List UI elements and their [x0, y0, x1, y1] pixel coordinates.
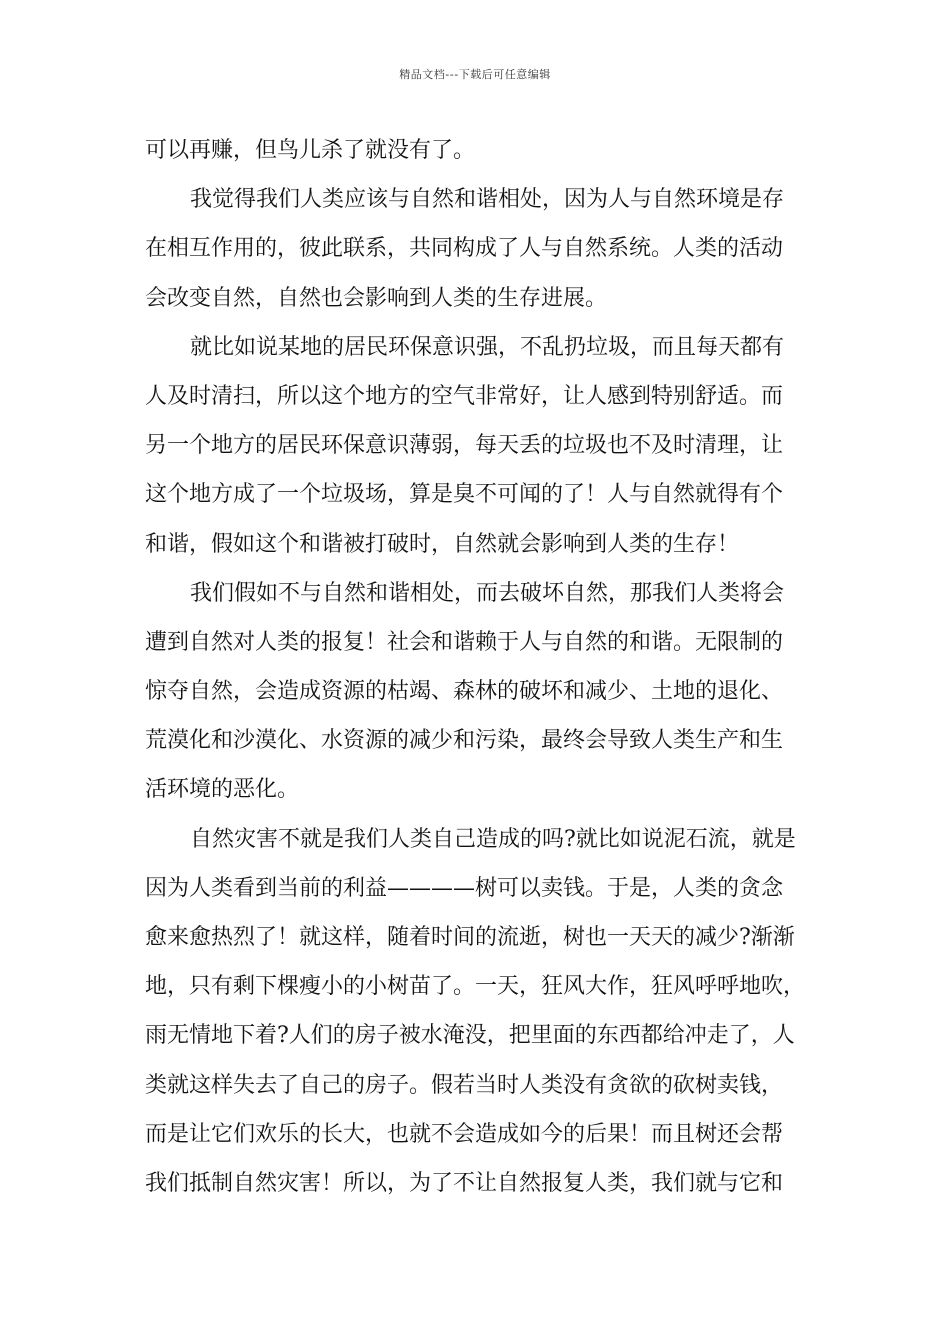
text-line: 雨无情地下着?人们的房子被水淹没，把里面的东西都给冲走了，人 [145, 1023, 795, 1049]
text-line: 可以再赚，但鸟儿杀了就没有了。 [145, 138, 476, 163]
text-line: 愈来愈热烈了！就这样，随着时间的流逝，树也一天天的减少?渐渐 [145, 925, 795, 950]
text-line: 自然灾害不就是我们人类自己造成的吗?就比如说泥石流，就是 [190, 826, 796, 852]
text-line: 惊夺自然，会造成资源的枯竭、森林的破坏和减少、土地的退化、 [145, 679, 784, 705]
text-line: 我们抵制自然灾害！所以，为了不让自然报复人类，我们就与它和 [145, 1170, 784, 1196]
page-header: 精品文档---下载后可任意编辑 [399, 68, 551, 81]
text-line: 我觉得我们人类应该与自然和谐相处，因为人与自然环境是存 [190, 187, 785, 213]
text-line: 类就这样失去了自己的房子。假若当时人类没有贪欲的砍树卖钱， [145, 1072, 784, 1098]
text-line: 这个地方成了一个垃圾场，算是臭不可闻的了！人与自然就得有个 [145, 482, 784, 508]
text-line: 我们假如不与自然和谐相处，而去破坏自然，那我们人类将会 [190, 580, 785, 606]
text-line: 遭到自然对人类的报复！社会和谐赖于人与自然的和谐。无限制的 [145, 629, 784, 655]
text-line: 另一个地方的居民环保意识薄弱，每天丢的垃圾也不及时清理，让 [145, 433, 784, 459]
paragraph-4 [145, 569, 817, 815]
text-line: 荒漠化和沙漠化、水资源的减少和污染，最终会导致人类生产和生 [145, 728, 784, 754]
text-line: 就比如说某地的居民环保意识强，不乱扔垃圾，而且每天都有 [190, 334, 785, 360]
text-line: 活环境的恶化。 [145, 777, 300, 803]
text-line: 和谐，假如这个和谐被打破时，自然就会影响到人类的生存！ [145, 531, 740, 557]
text-line: 人及时清扫，所以这个地方的空气非常好，让人感到特别舒适。而 [145, 383, 784, 409]
text-line: 而是让它们欢乐的长大，也就不会造成如今的后果！而且树还会帮 [145, 1121, 784, 1147]
paragraph-3 [145, 323, 817, 569]
paragraph-1 [145, 126, 817, 175]
text-line: 地，只有剩下棵瘦小的小树苗了。一天，狂风大作，狂风呼呼地吹， [145, 974, 806, 1000]
document-body [145, 126, 817, 1208]
text-line: 会改变自然，自然也会影响到人类的生存进展。 [145, 285, 608, 311]
text-line: 在相互作用的，彼此联系，共同构成了人与自然系统。人类的活动 [145, 236, 784, 262]
paragraph-2 [145, 175, 817, 323]
paragraph-5 [145, 815, 817, 1209]
text-line: 因为人类看到当前的利益————树可以卖钱。于是，人类的贪念 [145, 875, 784, 901]
